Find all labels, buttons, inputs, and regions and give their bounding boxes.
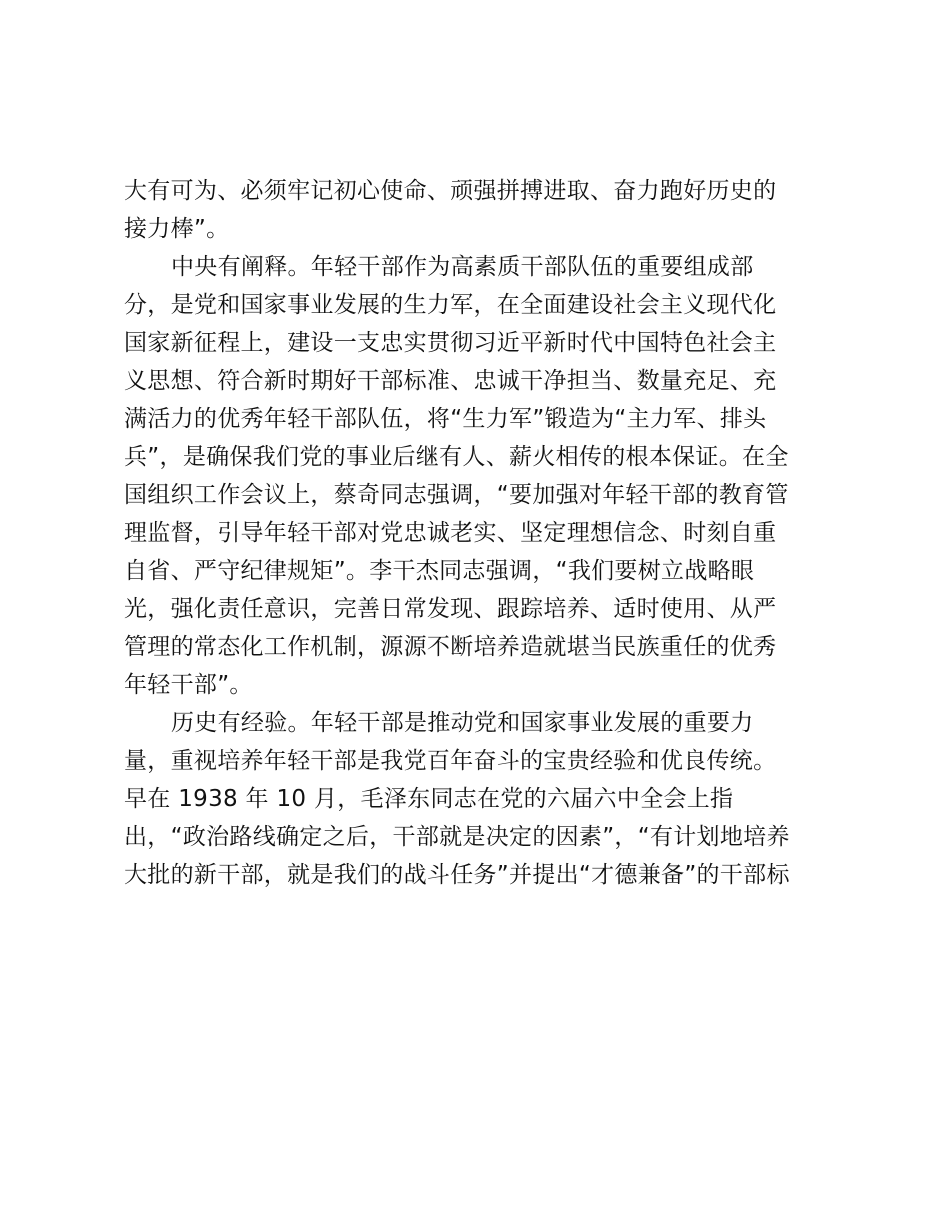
text-line: 量，重视培养年轻干部是我党百年奋斗的宝贵经验和优良传统。 [124, 748, 777, 774]
body-text [124, 172, 844, 894]
text-line: 国家新征程上，建设一支忠实贯彻习近平新时代中国特色社会主 [124, 330, 777, 356]
paragraph-start-line: 历史有经验。年轻干部是推动党和国家事业发展的重要力 [171, 710, 754, 736]
text-line: 义思想、符合新时期好干部标准、忠诚干净担当、数量充足、充 [124, 368, 777, 394]
text-line: 自省、严守纪律规矩”。李干杰同志强调，“我们要树立战略眼 [124, 558, 755, 584]
text-line: 光，强化责任意识，完善日常发现、跟踪培养、适时使用、从严 [124, 596, 777, 622]
text-line: 大批的新干部，就是我们的战斗任务”并提出“才德兼备”的干部标 [124, 862, 790, 888]
paragraph-start-line: 中央有阐释。年轻干部作为高素质干部队伍的重要组成部 [171, 254, 754, 280]
text-line: 理监督，引导年轻干部对党忠诚老实、坚定理想信念、时刻自重 [124, 520, 777, 546]
text-line: 接力棒”。 [124, 216, 230, 242]
text-line: 早在 1938 年 10 月，毛泽东同志在党的六届六中全会上指 [124, 786, 734, 812]
text-line: 大有可为、必须牢记初心使命、顽强拼搏进取、奋力跑好历史的 [124, 178, 777, 204]
text-line: 兵”，是确保我们党的事业后继有人、薪火相传的根本保证。在全 [124, 444, 789, 470]
text-line: 满活力的优秀年轻干部队伍，将“生力军”锻造为“主力军、排头 [124, 406, 767, 432]
text-line: 管理的常态化工作机制，源源不断培养造就堪当民族重任的优秀 [124, 634, 777, 660]
text-line: 分，是党和国家事业发展的生力军，在全面建设社会主义现代化 [124, 292, 777, 318]
text-line: 出，“政治路线确定之后，干部就是决定的因素”，“有计划地培养 [124, 824, 790, 850]
text-line: 国组织工作会议上，蔡奇同志强调，“要加强对年轻干部的教育管 [124, 482, 789, 508]
text-line: 年轻干部”。 [124, 672, 253, 698]
